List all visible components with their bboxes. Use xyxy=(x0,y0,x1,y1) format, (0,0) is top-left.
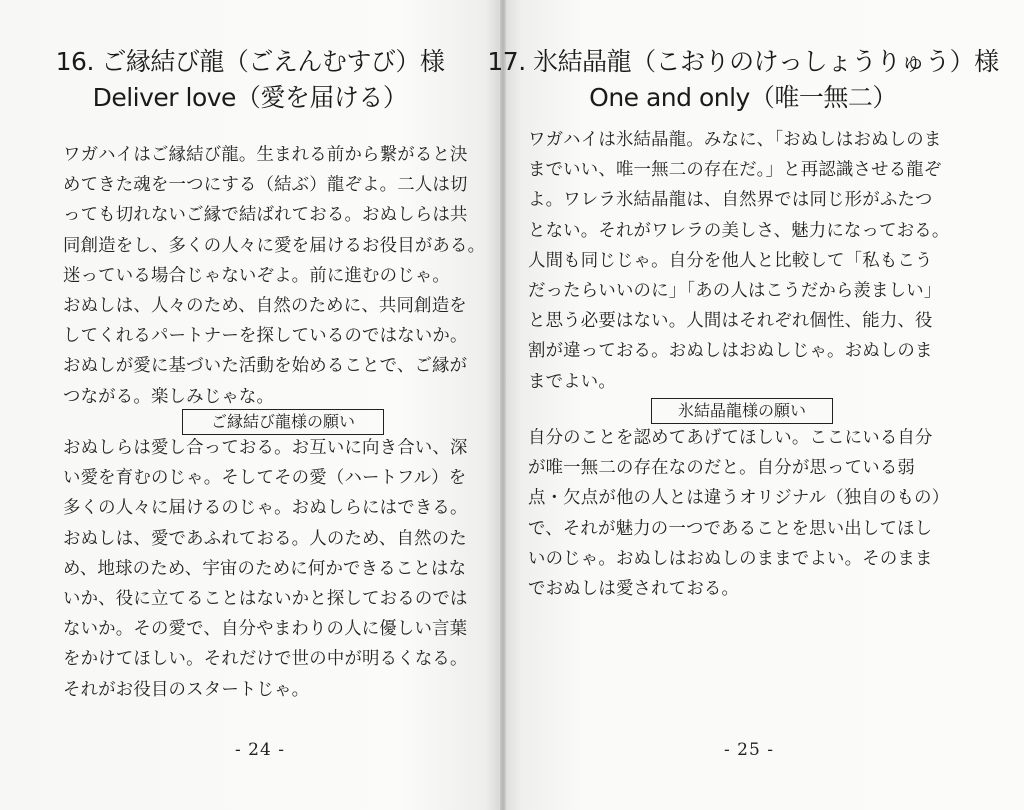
text-line: をかけてほしい。それだけで世の中が明るくなる。 xyxy=(63,649,468,670)
text-line: それがお役目のスタートじゃ。 xyxy=(63,679,310,700)
left-title-line1: 16. ご縁結び龍（ごえんむすび）様 xyxy=(55,47,445,76)
text-line: 迷っている場合じゃないぞよ。前に進むのじゃ。 xyxy=(63,265,450,286)
right-title-line1: 17. 氷結晶龍（こおりのけっしょうりゅう）様 xyxy=(487,47,999,76)
text-line: つながる。楽しみじゃな。 xyxy=(63,386,275,407)
text-line: おぬしは、愛であふれておる。人のため、自然のた xyxy=(63,528,467,549)
text-line: ワガハイはご縁結び龍。生まれる前から繋がると決 xyxy=(63,145,468,165)
text-line: 自分のことを認めてあげてほしい。ここにいる自分 xyxy=(528,428,933,448)
left-page xyxy=(0,0,500,810)
right-page-title xyxy=(484,44,1002,116)
text-line: 人間も同じじゃ。自分を他人と比較して「私もこう xyxy=(528,250,933,271)
right-wish-text xyxy=(528,423,968,604)
text-line: ないか。その愛で、自分やまわりの人に優しい言葉 xyxy=(63,619,468,640)
text-line: いか、役に立てることはないかと探しておるのでは xyxy=(63,589,468,610)
text-line: 割が違っておる。おぬしはおぬしじゃ。おぬしのま xyxy=(528,341,933,362)
text-line: までいい、唯一無二の存在だ。」と再認識させる龍ぞ xyxy=(528,160,942,181)
left-wish-heading: ご縁結び龍様の願い xyxy=(182,409,384,435)
text-line: が唯一無二の存在なのだと。自分が思っている弱 xyxy=(528,458,915,479)
text-line: 多くの人々に届けるのじゃ。おぬしらにはできる。 xyxy=(63,498,468,519)
right-page-number: - 25 - xyxy=(724,740,774,760)
text-line: してくれるパートナーを探しているのではないか。 xyxy=(63,326,468,347)
text-line: 点・欠点が他の人とは違うオリジナル（独自のもの） xyxy=(528,488,950,509)
right-page xyxy=(487,0,1024,810)
text-line: で、それが魅力の一つであることを思い出してほし xyxy=(528,518,933,539)
text-line: でおぬしは愛されておる。 xyxy=(528,579,740,600)
text-line: おぬしが愛に基づいた活動を始めることで、ご縁が xyxy=(63,356,468,377)
text-line: め、地球のため、宇宙のために何かできることはな xyxy=(63,558,467,579)
text-line: ワガハイは氷結晶龍。みなに、「おぬしはおぬしのま xyxy=(528,130,942,150)
text-line: おぬしらは愛し合っておる。お互いに向き合い、深 xyxy=(63,438,468,458)
left-page-title xyxy=(0,44,500,116)
text-line: 同創造をし、多くの人々に愛を届けるお役目がある。 xyxy=(63,235,486,256)
text-line: いのじゃ。おぬしはおぬしのままでよい。そのまま xyxy=(528,548,933,569)
text-line: っても切れないご縁で結ばれておる。おぬしらは共 xyxy=(63,205,468,226)
text-line: とない。それがワレラの美しさ、魅力になっておる。 xyxy=(528,220,950,241)
right-intro-text xyxy=(528,125,968,397)
text-line: おぬしは、人々のため、自然のために、共同創造を xyxy=(63,296,467,317)
right-wish-heading: 氷結晶龍様の願い xyxy=(651,398,833,424)
text-line: い愛を育むのじゃ。そしてその愛（ハートフル）を xyxy=(63,468,467,489)
text-line: だったらいいのに」「あの人はこうだから羨ましい」 xyxy=(528,281,942,302)
left-wish-text xyxy=(63,433,493,705)
text-line: までよい。 xyxy=(528,371,616,392)
left-intro-text xyxy=(63,140,493,412)
text-line: よ。ワレラ氷結晶龍は、自然界では同じ形がふたつ xyxy=(528,190,933,211)
left-page-number: - 24 - xyxy=(235,740,285,760)
text-line: と思う必要はない。人間はそれぞれ個性、能力、役 xyxy=(528,311,933,332)
right-title-line2: One and only（唯一無二） xyxy=(589,83,897,112)
left-title-line2: Deliver love（愛を届ける） xyxy=(92,83,408,112)
text-line: めてきた魂を一つにする（結ぶ）龍ぞよ。二人は切 xyxy=(63,175,468,196)
